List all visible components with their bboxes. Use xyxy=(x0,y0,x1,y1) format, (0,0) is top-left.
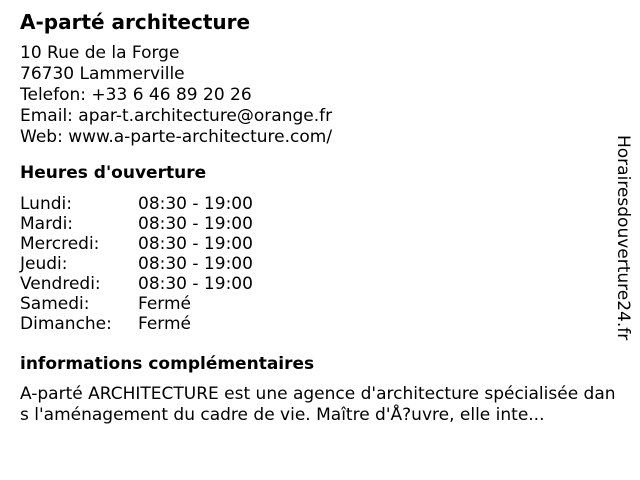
day-label: Samedi: xyxy=(20,294,90,314)
street-address: 10 Rue de la Forge xyxy=(20,43,180,63)
time-value: 08:30 - 19:00 xyxy=(138,214,253,234)
day-label: Vendredi: xyxy=(20,274,101,294)
hours-row-tuesday xyxy=(20,214,253,234)
day-label: Dimanche: xyxy=(20,314,112,334)
time-value: Fermé xyxy=(138,294,192,314)
hours-row-sunday xyxy=(20,314,253,334)
hours-row-wednesday xyxy=(20,234,253,254)
time-value: 08:30 - 19:00 xyxy=(138,234,253,254)
hours-row-saturday xyxy=(20,294,253,314)
email-address: Email: apar-t.architecture@orange.fr xyxy=(20,106,333,126)
time-value: 08:30 - 19:00 xyxy=(138,194,253,214)
day-label: Mercredi: xyxy=(20,234,100,254)
time-value: Fermé xyxy=(138,314,192,334)
opening-hours-table xyxy=(20,194,253,334)
day-label: Jeudi: xyxy=(20,254,68,274)
day-label: Lundi: xyxy=(20,194,72,214)
info-heading: informations complémentaires xyxy=(20,354,315,374)
site-watermark: Horairesdouverture24.fr xyxy=(613,135,633,341)
time-value: 08:30 - 19:00 xyxy=(138,274,253,294)
city-postcode: 76730 Lammerville xyxy=(20,64,185,84)
time-value: 08:30 - 19:00 xyxy=(138,254,253,274)
business-description: A-parté ARCHITECTURE est une agence d'architecture spécialisée dans l'aménagement du cadre de vie. Maître d'Å?uvre, elle inte... xyxy=(20,384,616,425)
business-name: A-parté architecture xyxy=(20,10,251,34)
day-label: Mardi: xyxy=(20,214,74,234)
contact-block xyxy=(20,43,332,148)
hours-row-thursday xyxy=(20,254,253,274)
hours-row-monday xyxy=(20,194,253,214)
phone-number: Telefon: +33 6 46 89 20 26 xyxy=(20,85,252,105)
hours-row-friday xyxy=(20,274,253,294)
hours-heading: Heures d'ouverture xyxy=(20,163,207,183)
website-url: Web: www.a-parte-architecture.com/ xyxy=(20,127,333,147)
